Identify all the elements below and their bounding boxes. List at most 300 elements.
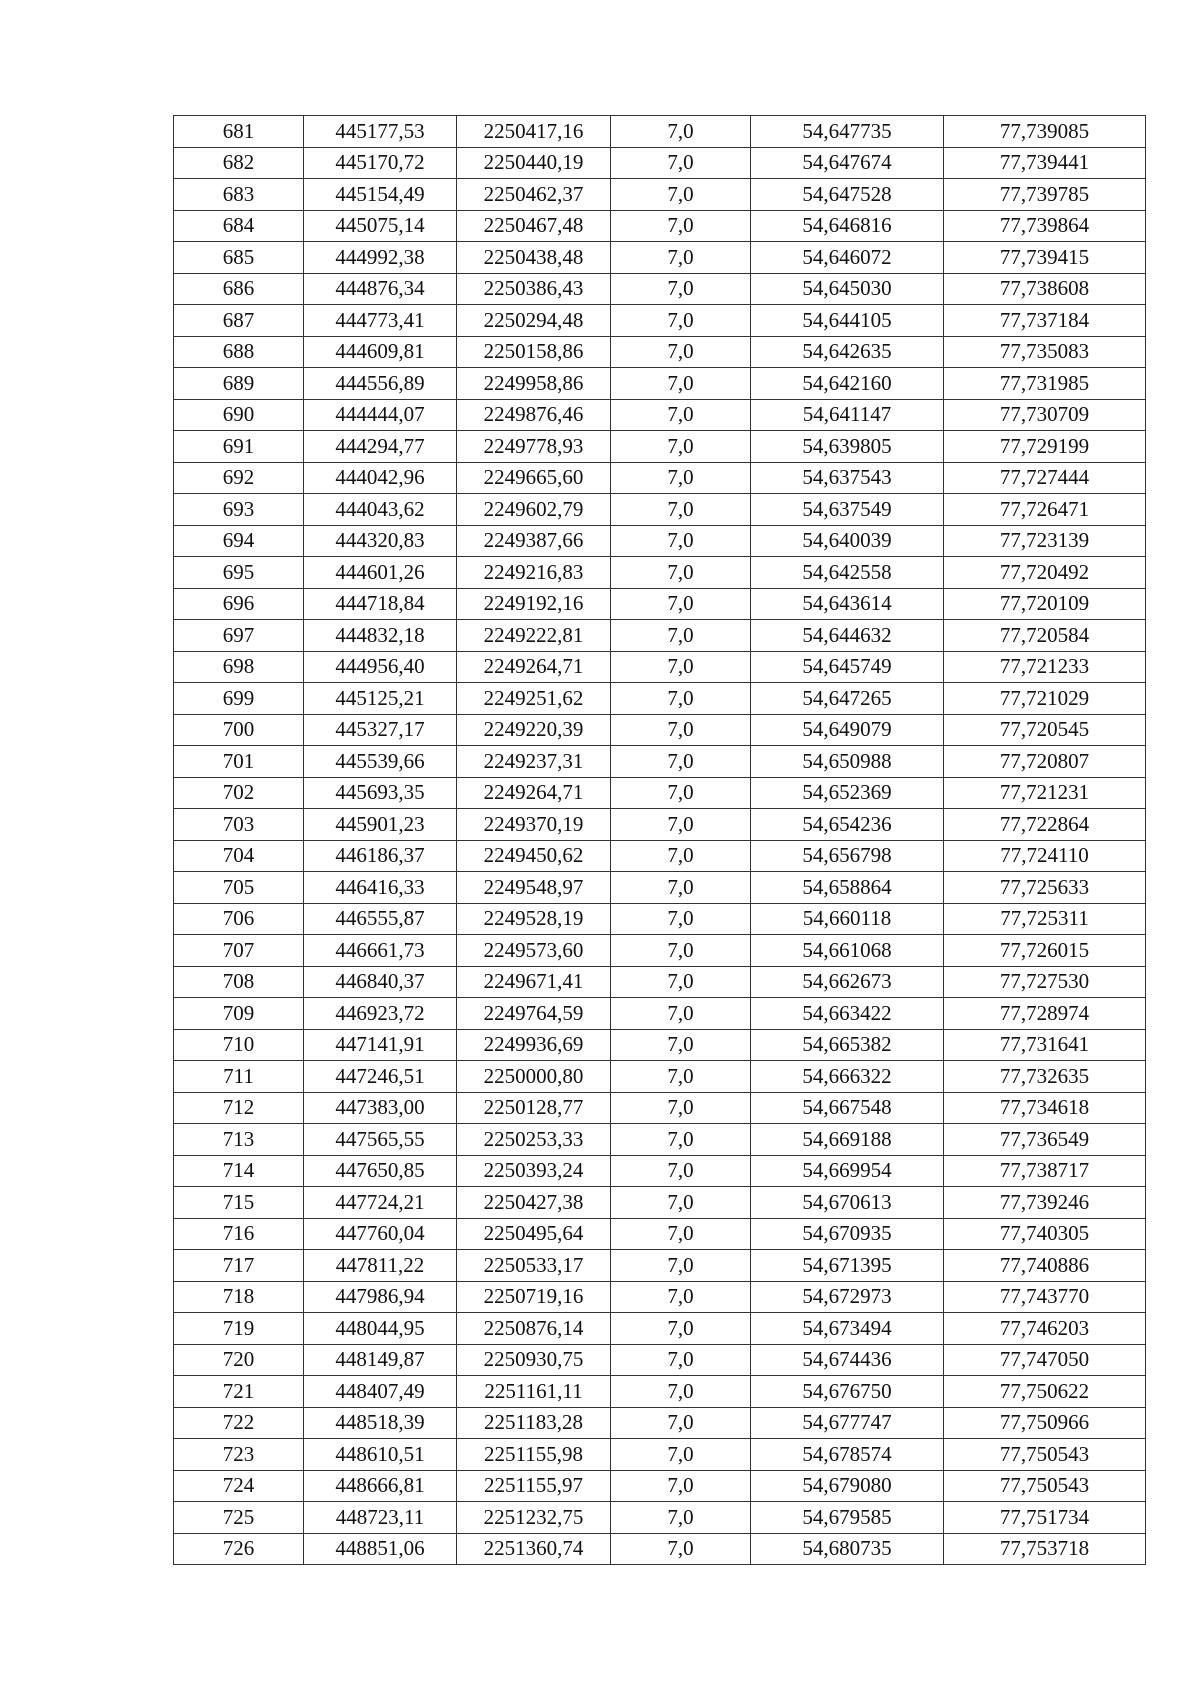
x-coordinate-cell: 447383,00 (304, 1092, 457, 1124)
longitude-cell: 77,722864 (944, 809, 1146, 841)
table-row (174, 1376, 1146, 1408)
table-row (174, 525, 1146, 557)
x-coordinate-cell: 448518,39 (304, 1407, 457, 1439)
latitude-cell: 54,680735 (751, 1533, 944, 1565)
y-coordinate-cell: 2250253,33 (457, 1124, 611, 1156)
latitude-cell: 54,640039 (751, 525, 944, 557)
latitude-cell: 54,669188 (751, 1124, 944, 1156)
y-coordinate-cell: 2249220,39 (457, 714, 611, 746)
latitude-cell: 54,672973 (751, 1281, 944, 1313)
point-number-cell: 694 (174, 525, 304, 557)
longitude-cell: 77,739441 (944, 147, 1146, 179)
accuracy-cell: 7,0 (611, 368, 751, 400)
accuracy-cell: 7,0 (611, 1502, 751, 1534)
table-row (174, 1218, 1146, 1250)
y-coordinate-cell: 2249665,60 (457, 462, 611, 494)
table-row (174, 809, 1146, 841)
longitude-cell: 77,740305 (944, 1218, 1146, 1250)
accuracy-cell: 7,0 (611, 116, 751, 148)
point-number-cell: 725 (174, 1502, 304, 1534)
longitude-cell: 77,724110 (944, 840, 1146, 872)
latitude-cell: 54,637549 (751, 494, 944, 526)
x-coordinate-cell: 445177,53 (304, 116, 457, 148)
table-row (174, 1092, 1146, 1124)
table-row (174, 777, 1146, 809)
table-row (174, 588, 1146, 620)
accuracy-cell: 7,0 (611, 935, 751, 967)
latitude-cell: 54,647674 (751, 147, 944, 179)
point-number-cell: 709 (174, 998, 304, 1030)
x-coordinate-cell: 447246,51 (304, 1061, 457, 1093)
x-coordinate-cell: 446923,72 (304, 998, 457, 1030)
table-row (174, 147, 1146, 179)
x-coordinate-cell: 447811,22 (304, 1250, 457, 1282)
accuracy-cell: 7,0 (611, 1407, 751, 1439)
accuracy-cell: 7,0 (611, 273, 751, 305)
point-number-cell: 697 (174, 620, 304, 652)
coordinates-table (173, 115, 1146, 1565)
point-number-cell: 716 (174, 1218, 304, 1250)
y-coordinate-cell: 2249602,79 (457, 494, 611, 526)
y-coordinate-cell: 2249671,41 (457, 966, 611, 998)
longitude-cell: 77,726015 (944, 935, 1146, 967)
y-coordinate-cell: 2249936,69 (457, 1029, 611, 1061)
longitude-cell: 77,721233 (944, 651, 1146, 683)
latitude-cell: 54,642160 (751, 368, 944, 400)
y-coordinate-cell: 2251232,75 (457, 1502, 611, 1534)
point-number-cell: 692 (174, 462, 304, 494)
table-row (174, 1029, 1146, 1061)
accuracy-cell: 7,0 (611, 1155, 751, 1187)
accuracy-cell: 7,0 (611, 1092, 751, 1124)
table-row (174, 557, 1146, 589)
accuracy-cell: 7,0 (611, 1344, 751, 1376)
table-row (174, 242, 1146, 274)
longitude-cell: 77,727444 (944, 462, 1146, 494)
latitude-cell: 54,647265 (751, 683, 944, 715)
accuracy-cell: 7,0 (611, 1250, 751, 1282)
point-number-cell: 687 (174, 305, 304, 337)
longitude-cell: 77,738717 (944, 1155, 1146, 1187)
latitude-cell: 54,670935 (751, 1218, 944, 1250)
point-number-cell: 693 (174, 494, 304, 526)
longitude-cell: 77,728974 (944, 998, 1146, 1030)
y-coordinate-cell: 2250462,37 (457, 179, 611, 211)
accuracy-cell: 7,0 (611, 179, 751, 211)
longitude-cell: 77,747050 (944, 1344, 1146, 1376)
latitude-cell: 54,679585 (751, 1502, 944, 1534)
latitude-cell: 54,666322 (751, 1061, 944, 1093)
table-row (174, 273, 1146, 305)
x-coordinate-cell: 445693,35 (304, 777, 457, 809)
latitude-cell: 54,676750 (751, 1376, 944, 1408)
x-coordinate-cell: 444718,84 (304, 588, 457, 620)
x-coordinate-cell: 445075,14 (304, 210, 457, 242)
latitude-cell: 54,637543 (751, 462, 944, 494)
latitude-cell: 54,644105 (751, 305, 944, 337)
table-row (174, 305, 1146, 337)
latitude-cell: 54,641147 (751, 399, 944, 431)
longitude-cell: 77,740886 (944, 1250, 1146, 1282)
latitude-cell: 54,652369 (751, 777, 944, 809)
y-coordinate-cell: 2249573,60 (457, 935, 611, 967)
x-coordinate-cell: 448407,49 (304, 1376, 457, 1408)
point-number-cell: 704 (174, 840, 304, 872)
x-coordinate-cell: 444601,26 (304, 557, 457, 589)
table-row (174, 1155, 1146, 1187)
point-number-cell: 689 (174, 368, 304, 400)
accuracy-cell: 7,0 (611, 242, 751, 274)
latitude-cell: 54,660118 (751, 903, 944, 935)
point-number-cell: 690 (174, 399, 304, 431)
table-row (174, 683, 1146, 715)
y-coordinate-cell: 2249237,31 (457, 746, 611, 778)
y-coordinate-cell: 2249370,19 (457, 809, 611, 841)
longitude-cell: 77,750543 (944, 1470, 1146, 1502)
accuracy-cell: 7,0 (611, 1533, 751, 1565)
y-coordinate-cell: 2249251,62 (457, 683, 611, 715)
point-number-cell: 699 (174, 683, 304, 715)
x-coordinate-cell: 444294,77 (304, 431, 457, 463)
accuracy-cell: 7,0 (611, 872, 751, 904)
x-coordinate-cell: 444956,40 (304, 651, 457, 683)
latitude-cell: 54,645749 (751, 651, 944, 683)
longitude-cell: 77,739785 (944, 179, 1146, 211)
longitude-cell: 77,751734 (944, 1502, 1146, 1534)
longitude-cell: 77,735083 (944, 336, 1146, 368)
point-number-cell: 722 (174, 1407, 304, 1439)
x-coordinate-cell: 444992,38 (304, 242, 457, 274)
latitude-cell: 54,650988 (751, 746, 944, 778)
longitude-cell: 77,750543 (944, 1439, 1146, 1471)
table-row (174, 210, 1146, 242)
x-coordinate-cell: 447760,04 (304, 1218, 457, 1250)
latitude-cell: 54,658864 (751, 872, 944, 904)
accuracy-cell: 7,0 (611, 1470, 751, 1502)
point-number-cell: 717 (174, 1250, 304, 1282)
accuracy-cell: 7,0 (611, 966, 751, 998)
accuracy-cell: 7,0 (611, 1124, 751, 1156)
accuracy-cell: 7,0 (611, 557, 751, 589)
table-row (174, 714, 1146, 746)
point-number-cell: 721 (174, 1376, 304, 1408)
table-row (174, 872, 1146, 904)
point-number-cell: 703 (174, 809, 304, 841)
accuracy-cell: 7,0 (611, 1376, 751, 1408)
table-row (174, 399, 1146, 431)
latitude-cell: 54,644632 (751, 620, 944, 652)
point-number-cell: 691 (174, 431, 304, 463)
y-coordinate-cell: 2250930,75 (457, 1344, 611, 1376)
x-coordinate-cell: 444773,41 (304, 305, 457, 337)
point-number-cell: 724 (174, 1470, 304, 1502)
x-coordinate-cell: 445901,23 (304, 809, 457, 841)
x-coordinate-cell: 448149,87 (304, 1344, 457, 1376)
y-coordinate-cell: 2250533,17 (457, 1250, 611, 1282)
longitude-cell: 77,723139 (944, 525, 1146, 557)
longitude-cell: 77,725311 (944, 903, 1146, 935)
x-coordinate-cell: 448044,95 (304, 1313, 457, 1345)
y-coordinate-cell: 2249387,66 (457, 525, 611, 557)
y-coordinate-cell: 2249216,83 (457, 557, 611, 589)
longitude-cell: 77,746203 (944, 1313, 1146, 1345)
y-coordinate-cell: 2250386,43 (457, 273, 611, 305)
y-coordinate-cell: 2249958,86 (457, 368, 611, 400)
x-coordinate-cell: 446661,73 (304, 935, 457, 967)
accuracy-cell: 7,0 (611, 336, 751, 368)
point-number-cell: 701 (174, 746, 304, 778)
longitude-cell: 77,720492 (944, 557, 1146, 589)
y-coordinate-cell: 2249192,16 (457, 588, 611, 620)
x-coordinate-cell: 444043,62 (304, 494, 457, 526)
x-coordinate-cell: 444832,18 (304, 620, 457, 652)
x-coordinate-cell: 446186,37 (304, 840, 457, 872)
y-coordinate-cell: 2250128,77 (457, 1092, 611, 1124)
table-row (174, 935, 1146, 967)
y-coordinate-cell: 2250393,24 (457, 1155, 611, 1187)
coordinates-table-body (174, 116, 1146, 1565)
y-coordinate-cell: 2249264,71 (457, 777, 611, 809)
accuracy-cell: 7,0 (611, 1313, 751, 1345)
point-number-cell: 714 (174, 1155, 304, 1187)
y-coordinate-cell: 2250440,19 (457, 147, 611, 179)
x-coordinate-cell: 445125,21 (304, 683, 457, 715)
x-coordinate-cell: 447650,85 (304, 1155, 457, 1187)
x-coordinate-cell: 445170,72 (304, 147, 457, 179)
latitude-cell: 54,665382 (751, 1029, 944, 1061)
table-row (174, 368, 1146, 400)
latitude-cell: 54,674436 (751, 1344, 944, 1376)
table-row (174, 1061, 1146, 1093)
y-coordinate-cell: 2250427,38 (457, 1187, 611, 1219)
longitude-cell: 77,739085 (944, 116, 1146, 148)
x-coordinate-cell: 446555,87 (304, 903, 457, 935)
point-number-cell: 681 (174, 116, 304, 148)
longitude-cell: 77,720545 (944, 714, 1146, 746)
table-row (174, 966, 1146, 998)
table-row (174, 620, 1146, 652)
latitude-cell: 54,679080 (751, 1470, 944, 1502)
latitude-cell: 54,642635 (751, 336, 944, 368)
latitude-cell: 54,661068 (751, 935, 944, 967)
table-row (174, 1533, 1146, 1565)
y-coordinate-cell: 2249876,46 (457, 399, 611, 431)
y-coordinate-cell: 2250417,16 (457, 116, 611, 148)
point-number-cell: 698 (174, 651, 304, 683)
accuracy-cell: 7,0 (611, 399, 751, 431)
longitude-cell: 77,730709 (944, 399, 1146, 431)
table-row (174, 1502, 1146, 1534)
longitude-cell: 77,720109 (944, 588, 1146, 620)
y-coordinate-cell: 2251155,97 (457, 1470, 611, 1502)
accuracy-cell: 7,0 (611, 1281, 751, 1313)
table-row (174, 998, 1146, 1030)
y-coordinate-cell: 2249222,81 (457, 620, 611, 652)
x-coordinate-cell: 446840,37 (304, 966, 457, 998)
point-number-cell: 711 (174, 1061, 304, 1093)
longitude-cell: 77,731641 (944, 1029, 1146, 1061)
accuracy-cell: 7,0 (611, 651, 751, 683)
accuracy-cell: 7,0 (611, 147, 751, 179)
latitude-cell: 54,645030 (751, 273, 944, 305)
table-row (174, 903, 1146, 935)
latitude-cell: 54,642558 (751, 557, 944, 589)
latitude-cell: 54,646072 (751, 242, 944, 274)
x-coordinate-cell: 448666,81 (304, 1470, 457, 1502)
accuracy-cell: 7,0 (611, 1439, 751, 1471)
point-number-cell: 719 (174, 1313, 304, 1345)
accuracy-cell: 7,0 (611, 903, 751, 935)
latitude-cell: 54,677747 (751, 1407, 944, 1439)
point-number-cell: 718 (174, 1281, 304, 1313)
y-coordinate-cell: 2251360,74 (457, 1533, 611, 1565)
latitude-cell: 54,673494 (751, 1313, 944, 1345)
longitude-cell: 77,721029 (944, 683, 1146, 715)
y-coordinate-cell: 2250000,80 (457, 1061, 611, 1093)
latitude-cell: 54,669954 (751, 1155, 944, 1187)
longitude-cell: 77,734618 (944, 1092, 1146, 1124)
table-row (174, 1470, 1146, 1502)
table-row (174, 494, 1146, 526)
point-number-cell: 720 (174, 1344, 304, 1376)
table-row (174, 1407, 1146, 1439)
point-number-cell: 682 (174, 147, 304, 179)
point-number-cell: 708 (174, 966, 304, 998)
longitude-cell: 77,725633 (944, 872, 1146, 904)
longitude-cell: 77,739415 (944, 242, 1146, 274)
table-row (174, 1281, 1146, 1313)
x-coordinate-cell: 447141,91 (304, 1029, 457, 1061)
longitude-cell: 77,721231 (944, 777, 1146, 809)
y-coordinate-cell: 2251155,98 (457, 1439, 611, 1471)
point-number-cell: 715 (174, 1187, 304, 1219)
latitude-cell: 54,671395 (751, 1250, 944, 1282)
y-coordinate-cell: 2251183,28 (457, 1407, 611, 1439)
y-coordinate-cell: 2250158,86 (457, 336, 611, 368)
table-row (174, 462, 1146, 494)
latitude-cell: 54,647528 (751, 179, 944, 211)
x-coordinate-cell: 447565,55 (304, 1124, 457, 1156)
accuracy-cell: 7,0 (611, 525, 751, 557)
accuracy-cell: 7,0 (611, 809, 751, 841)
accuracy-cell: 7,0 (611, 746, 751, 778)
y-coordinate-cell: 2250294,48 (457, 305, 611, 337)
x-coordinate-cell: 448610,51 (304, 1439, 457, 1471)
point-number-cell: 723 (174, 1439, 304, 1471)
longitude-cell: 77,727530 (944, 966, 1146, 998)
point-number-cell: 702 (174, 777, 304, 809)
point-number-cell: 688 (174, 336, 304, 368)
longitude-cell: 77,729199 (944, 431, 1146, 463)
accuracy-cell: 7,0 (611, 1061, 751, 1093)
x-coordinate-cell: 445327,17 (304, 714, 457, 746)
table-row (174, 1187, 1146, 1219)
longitude-cell: 77,739246 (944, 1187, 1146, 1219)
accuracy-cell: 7,0 (611, 683, 751, 715)
y-coordinate-cell: 2250719,16 (457, 1281, 611, 1313)
accuracy-cell: 7,0 (611, 1218, 751, 1250)
latitude-cell: 54,646816 (751, 210, 944, 242)
y-coordinate-cell: 2250876,14 (457, 1313, 611, 1345)
x-coordinate-cell: 447724,21 (304, 1187, 457, 1219)
accuracy-cell: 7,0 (611, 714, 751, 746)
x-coordinate-cell: 444320,83 (304, 525, 457, 557)
y-coordinate-cell: 2250495,64 (457, 1218, 611, 1250)
accuracy-cell: 7,0 (611, 210, 751, 242)
point-number-cell: 685 (174, 242, 304, 274)
point-number-cell: 695 (174, 557, 304, 589)
longitude-cell: 77,736549 (944, 1124, 1146, 1156)
longitude-cell: 77,753718 (944, 1533, 1146, 1565)
longitude-cell: 77,732635 (944, 1061, 1146, 1093)
longitude-cell: 77,731985 (944, 368, 1146, 400)
table-row (174, 1439, 1146, 1471)
x-coordinate-cell: 444444,07 (304, 399, 457, 431)
y-coordinate-cell: 2249764,59 (457, 998, 611, 1030)
point-number-cell: 726 (174, 1533, 304, 1565)
latitude-cell: 54,639805 (751, 431, 944, 463)
longitude-cell: 77,750966 (944, 1407, 1146, 1439)
latitude-cell: 54,643614 (751, 588, 944, 620)
latitude-cell: 54,678574 (751, 1439, 944, 1471)
x-coordinate-cell: 444042,96 (304, 462, 457, 494)
accuracy-cell: 7,0 (611, 305, 751, 337)
y-coordinate-cell: 2249450,62 (457, 840, 611, 872)
longitude-cell: 77,720584 (944, 620, 1146, 652)
table-row (174, 431, 1146, 463)
point-number-cell: 712 (174, 1092, 304, 1124)
accuracy-cell: 7,0 (611, 620, 751, 652)
longitude-cell: 77,739864 (944, 210, 1146, 242)
table-row (174, 179, 1146, 211)
table-row (174, 651, 1146, 683)
latitude-cell: 54,663422 (751, 998, 944, 1030)
table-row (174, 840, 1146, 872)
x-coordinate-cell: 444609,81 (304, 336, 457, 368)
accuracy-cell: 7,0 (611, 588, 751, 620)
point-number-cell: 705 (174, 872, 304, 904)
x-coordinate-cell: 445539,66 (304, 746, 457, 778)
latitude-cell: 54,670613 (751, 1187, 944, 1219)
longitude-cell: 77,737184 (944, 305, 1146, 337)
table-row (174, 1250, 1146, 1282)
longitude-cell: 77,720807 (944, 746, 1146, 778)
x-coordinate-cell: 445154,49 (304, 179, 457, 211)
point-number-cell: 700 (174, 714, 304, 746)
latitude-cell: 54,656798 (751, 840, 944, 872)
latitude-cell: 54,647735 (751, 116, 944, 148)
latitude-cell: 54,654236 (751, 809, 944, 841)
point-number-cell: 684 (174, 210, 304, 242)
x-coordinate-cell: 448723,11 (304, 1502, 457, 1534)
x-coordinate-cell: 444556,89 (304, 368, 457, 400)
accuracy-cell: 7,0 (611, 1029, 751, 1061)
y-coordinate-cell: 2249548,97 (457, 872, 611, 904)
x-coordinate-cell: 444876,34 (304, 273, 457, 305)
longitude-cell: 77,743770 (944, 1281, 1146, 1313)
latitude-cell: 54,649079 (751, 714, 944, 746)
x-coordinate-cell: 447986,94 (304, 1281, 457, 1313)
accuracy-cell: 7,0 (611, 1187, 751, 1219)
table-row (174, 1313, 1146, 1345)
x-coordinate-cell: 448851,06 (304, 1533, 457, 1565)
accuracy-cell: 7,0 (611, 998, 751, 1030)
latitude-cell: 54,662673 (751, 966, 944, 998)
point-number-cell: 696 (174, 588, 304, 620)
table-row (174, 746, 1146, 778)
accuracy-cell: 7,0 (611, 494, 751, 526)
longitude-cell: 77,750622 (944, 1376, 1146, 1408)
